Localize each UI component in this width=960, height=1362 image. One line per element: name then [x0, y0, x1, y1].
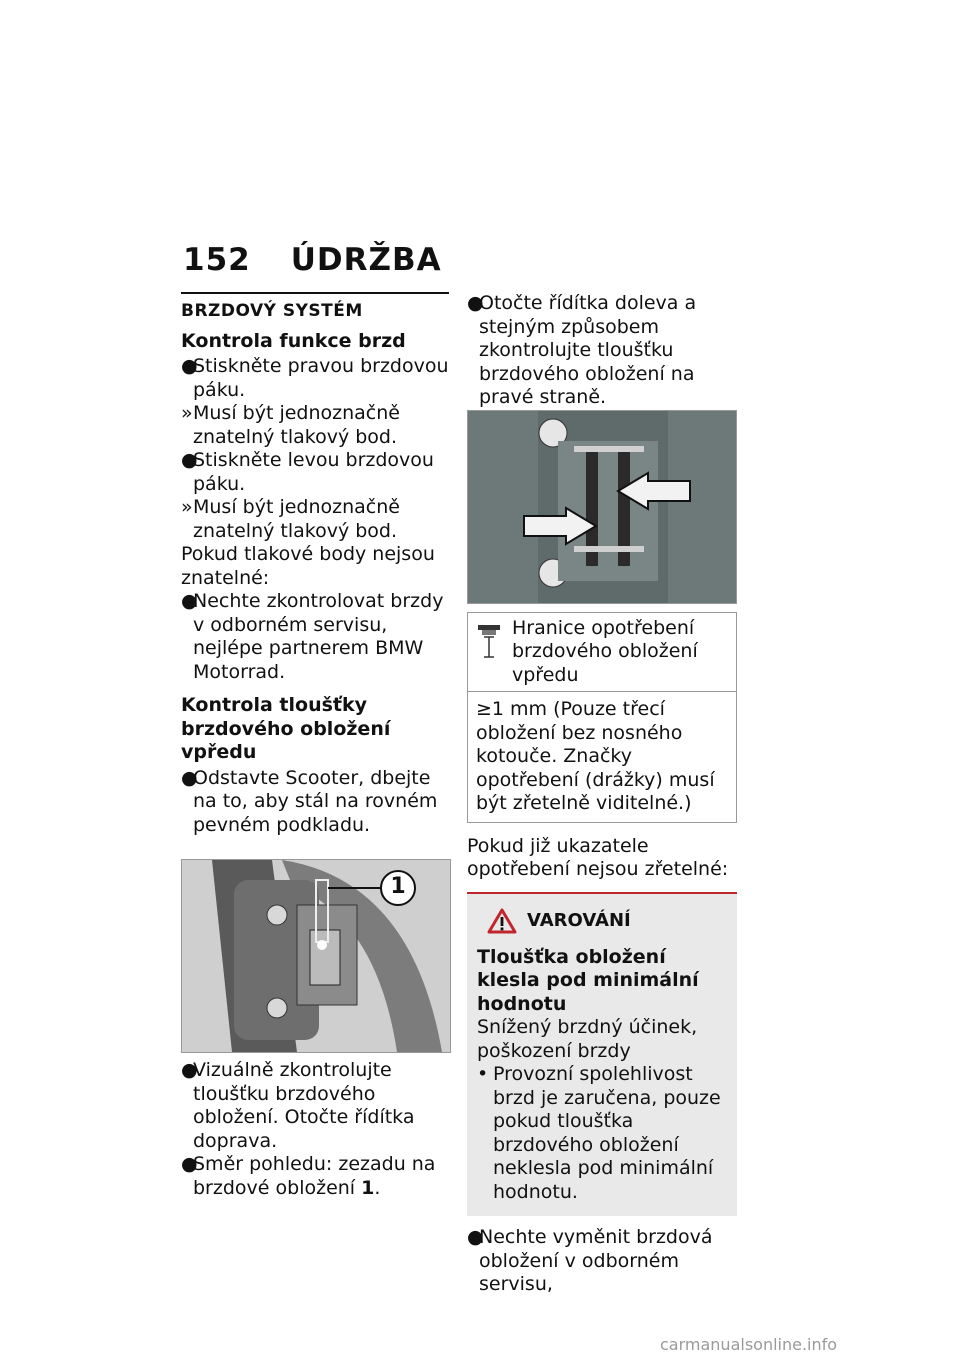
instruction-list — [181, 1059, 449, 1200]
warning-header — [477, 908, 727, 934]
section-title: BRZDOVÝ SYSTÉM — [181, 301, 363, 321]
brake-pad-wear-icon — [474, 617, 504, 661]
list-item: » Musí být jednoznačně znatelný tlakový bod. — [181, 496, 400, 542]
brake-caliper-photo — [181, 859, 451, 1053]
list-item: ● Nechte zkontrolovat brzdy v odborném servisu, nejlépe partnerem BMW Motorrad. — [181, 590, 444, 683]
footer-watermark: carmanualsonline.info — [660, 1335, 838, 1354]
list-item: » Musí být jednoznačně znatelný tlakový bod. — [181, 402, 400, 448]
page-header — [183, 242, 442, 278]
warning-consequence: Snížený brzdný účinek, poškození brzdy — [477, 1016, 698, 1062]
list-item: ● Stiskněte levou brzdovou páku. — [181, 449, 434, 495]
warning-triangle-icon — [487, 908, 517, 934]
list-item: ● Otočte řídítka doleva a stejným způsobem zkontrolujte tloušťku brzdového obložení na pravé straně. — [467, 292, 697, 408]
caliper-illustration — [182, 860, 450, 1052]
instruction-list — [181, 355, 449, 543]
photo-callout-number: 1 — [390, 874, 406, 899]
left-column — [181, 292, 449, 1200]
spec-title: Hranice opotřebení brzdového obložení vpředu — [512, 616, 698, 686]
list-item: ● Nechte vyměnit brzdová obložení v odborném servisu, — [467, 1226, 713, 1295]
list-item: ● Směr pohledu: zezadu na brzdové obložení 1. — [181, 1153, 436, 1199]
page-number: 152 — [183, 242, 251, 278]
warning-label: VAROVÁNÍ — [527, 909, 631, 931]
list-item: ● Odstavte Scooter, dbejte na to, aby stál na rovném pevném podkladu. — [181, 766, 438, 836]
warning-bullet: • Provozní spolehlivost brzd je zaručena, pouze pokud tloušťka brzdového obložení neklesla pod minimální hodnotu. — [477, 1063, 721, 1203]
spec-header — [468, 613, 736, 693]
paragraph: Pokud již ukazatele opotřebení nejsou zřetelné: — [467, 834, 729, 880]
pad-wear-illustration — [468, 411, 736, 603]
paragraph: Pokud tlakové body nejsou znatelné: — [181, 543, 435, 589]
right-column — [467, 292, 737, 1297]
spec-table — [467, 612, 737, 823]
chapter-title: ÚDRŽBA — [290, 242, 442, 278]
warning-box — [467, 894, 737, 1217]
subsection-title: Kontrola tloušťky brzdového obložení vpředu — [181, 694, 391, 763]
list-item: ● Stiskněte pravou brzdovou páku. — [181, 355, 449, 401]
subsection-title: Kontrola funkce brzd — [181, 329, 406, 352]
warning-title: Tloušťka obložení klesla pod minimální hodnotu — [477, 945, 699, 1015]
list-item: ● Vizuálně zkontrolujte tloušťku brzdového obložení. Otočte řídítka doprava. — [181, 1059, 415, 1152]
brake-pad-photo — [467, 410, 737, 604]
spec-value: ≥1 mm (Pouze třecí obložení bez nosného kotouče. Značky opotřebení (drážky) musí být zřetelně viditelné.) — [476, 698, 715, 814]
section-rule — [181, 292, 449, 294]
